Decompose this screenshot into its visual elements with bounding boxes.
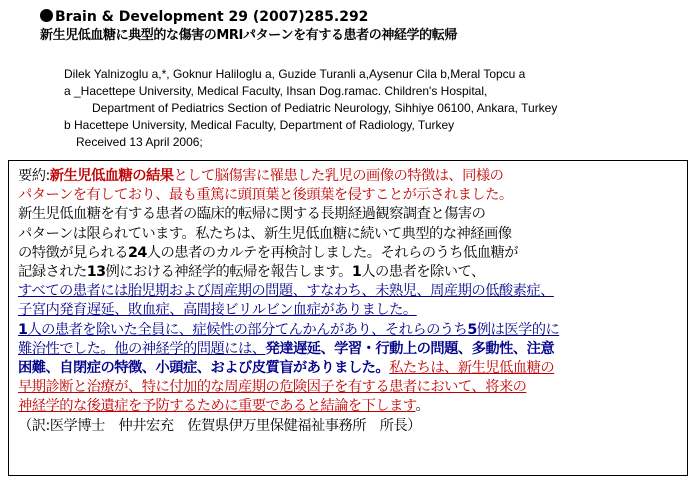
abstract-label: 要約: <box>18 168 50 184</box>
abstract-line-13 <box>18 397 679 416</box>
abstract-line-2: パターンを有しており、最も重篤に頭頂葉と後頭葉を侵すことが示されました。 <box>18 187 513 204</box>
abstract-text: 難治性でした。 <box>18 340 115 357</box>
case-count: 13 <box>86 264 106 281</box>
received-date: Received 13 April 2006; <box>76 135 203 149</box>
abstract-text: 人の患者のカルテを再検討しました。それらのうち低血糖が <box>146 244 518 261</box>
abstract-text: 例は医学的に <box>476 321 560 338</box>
abstract-line-3: 新生児低血糖を有する患者の臨床的転帰に関する長期経過観察調査と傷害の <box>18 206 486 223</box>
abstract-keyword: 新生児低血糖の結果 <box>49 168 174 184</box>
abstract-text: 例における神経学的転帰を報告します。 <box>105 264 352 281</box>
abstract-findings: 発達遅延、学習・行動上の問題、多動性、注意 <box>265 340 555 357</box>
abstract-line-4: パターンは限られています。私たちは、新生児低血糖に続いて典型的な神経画像 <box>18 225 512 242</box>
article-title: 新生児低血糖に典型的な傷害のMRIパターンを有する患者の神経学的転帰 <box>40 28 457 43</box>
journal-citation <box>40 8 680 27</box>
abstract-text: 。 <box>415 398 430 415</box>
abstract-text: の特徴が見られる <box>18 244 128 261</box>
patient-count: 24 <box>127 244 147 261</box>
abstract-box <box>8 160 688 476</box>
affiliation-a: a _Hacettepe University, Medical Faculty, Ihsan Dog.ramac. Children's Hospital, <box>64 84 488 98</box>
abstract-conclusion: 私たちは、新生児低血糖の <box>389 360 555 377</box>
abstract-findings: 困難、自閉症の特徴、小頭症、および皮質盲がありました。 <box>18 360 390 377</box>
abstract-line-8: 子宮内発育遅延、敗血症、高間接ビリルビン血症がありました。 <box>18 302 417 319</box>
abstract-conclusion: 神経学的な後遺症を予防するために重要であると結論を下します <box>18 398 416 415</box>
affiliation-b: b Hacettepe University, Medical Faculty, Department of Radiology, Turkey <box>64 118 455 132</box>
abstract-line-9 <box>18 321 679 340</box>
translator-credit: （訳:医学博士 仲井宏充 佐賀県伊万里保健福祉事務所 所長） <box>18 417 421 434</box>
patient-count: 1 <box>18 321 28 338</box>
abstract-text: 記録された <box>18 264 87 281</box>
bullet-icon <box>40 9 53 22</box>
abstract-line-10 <box>18 340 679 359</box>
abstract-line-7: すべての患者には胎児期および周産期の問題、すなわち、未熟児、周産期の低酸素症、 <box>18 283 554 300</box>
article-header <box>40 8 680 45</box>
abstract-line-11 <box>18 359 679 378</box>
abstract-line-6 <box>18 263 679 282</box>
abstract-text: として脳傷害に罹患した乳児の画像の特徴は、同様の <box>173 168 504 184</box>
abstract-text: 他の神経学的問題には、 <box>114 340 266 357</box>
author-block <box>64 66 684 151</box>
abstract-text: 人の患者を除いた全員に、症候性の部分てんかんがあり、それらのうち <box>27 321 468 338</box>
abstract-line-12: 早期診断と治療が、特に付加的な周産期の危険因子を有する患者において、将来の <box>18 379 527 396</box>
journal-name: Brain & Development 29 (2007)285.292 <box>55 9 369 25</box>
author-list: Dilek Yalnizoglu a,*, Goknur Haliloglu a, Guzide Turanli a,Aysenur Cila b,Meral Topcu a <box>64 67 526 81</box>
affiliation-a-department: Department of Pediatrics Section of Pediatric Neurology, Sihhiye 06100, Ankara, Turkey <box>92 101 558 115</box>
case-count: 5 <box>467 321 477 338</box>
abstract-line-5 <box>18 244 679 263</box>
abstract-text: 人の患者を除いて、 <box>361 264 485 281</box>
abstract-line-1 <box>18 167 679 186</box>
patient-count: 1 <box>351 264 362 281</box>
